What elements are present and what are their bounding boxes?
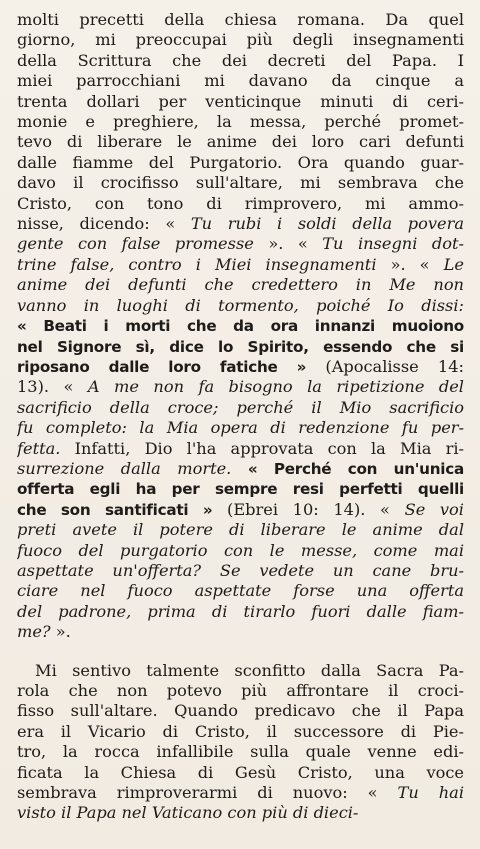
paragraph-2: [17, 661, 464, 824]
text-line: [17, 112, 464, 132]
text-line: [17, 520, 464, 540]
text-line: [17, 316, 464, 336]
text-line: [17, 214, 464, 234]
text-run: tevo di liberare le anime dei loro cari defunti: [17, 132, 464, 152]
text-line: [17, 10, 464, 30]
text-line: [17, 71, 464, 91]
text-line: [17, 661, 464, 681]
italic-text: Tu insegni dot-: [322, 234, 464, 254]
text-run: Infatti, Dio l'ha approvata con la Mia ri-: [60, 438, 464, 458]
text-run: giorno, mi preoccupai più degli insegnamenti: [17, 30, 464, 50]
italic-text: trine false, contro i Miei insegnamenti: [17, 254, 377, 274]
bold-text: che son santificati »: [17, 500, 213, 519]
text-run: ».: [50, 622, 71, 642]
italic-text: gente con false promesse: [17, 234, 254, 254]
text-run: ficata la Chiesa di Gesù Cristo, una voce: [17, 762, 464, 782]
text-line: [17, 296, 464, 316]
text-line: [17, 30, 464, 50]
text-line: [17, 418, 464, 438]
bold-text: riposano dalle loro fatiche »: [17, 357, 307, 376]
text-run: sembrava rimproverarmi di nuovo: «: [17, 783, 398, 803]
text-run: molti precetti della chiesa romana. Da quel: [17, 10, 464, 29]
text-line: [17, 500, 464, 520]
text-line: [17, 275, 464, 295]
text-run: miei parrocchiani mi davano da cinque a: [17, 71, 464, 91]
text-run: ». «: [376, 254, 444, 274]
text-run: tro, la rocca infallibile sulla quale venne edi-: [17, 742, 464, 762]
italic-text: fuoco del purgatorio con le messe, come mai: [17, 540, 464, 560]
text-run: della Scrittura che dei decreti del Papa. I: [17, 50, 464, 70]
text-line: [17, 153, 464, 173]
text-line: [17, 681, 464, 701]
italic-text: sacrificio della croce; perché il Mio sacrificio: [17, 397, 464, 417]
text-line: [17, 581, 464, 601]
text-run: Cristo, con tono di rimprovero, mi ammo-: [17, 193, 464, 213]
text-line: [17, 51, 464, 71]
text-line: [17, 459, 464, 479]
italic-text: fu completo: la Mia opera di redenzione fu per-: [17, 418, 464, 438]
text-line: [17, 541, 464, 561]
text-run: trenta dollari per venticinque minuti di ceri-: [17, 91, 464, 111]
italic-text: Le: [443, 254, 464, 274]
text-line: [17, 783, 464, 803]
text-line: [17, 92, 464, 112]
text-line: [17, 234, 464, 254]
text-line: [17, 132, 464, 152]
text-run: fisso sull'altare. Quando predicavo che il Papa: [17, 701, 464, 721]
text-line: [17, 763, 464, 783]
text-run: davo il crocifisso sull'altare, mi sembrava che: [17, 173, 464, 193]
italic-text: Tu rubi i soldi della povera: [190, 214, 464, 234]
paragraph-1: [17, 10, 464, 643]
bold-text: nel Signore sì, dice lo Spirito, essendo che si: [17, 337, 464, 356]
italic-text: surrezione dalla morte.: [17, 458, 232, 478]
italic-text: fetta.: [17, 438, 61, 458]
text-line: [17, 337, 464, 357]
italic-text: anime dei defunti che credettero in Me non: [17, 275, 464, 295]
text-line: [17, 439, 464, 459]
text-run: dalle fiamme del Purgatorio. Ora quando guar-: [17, 152, 464, 172]
text-line: [17, 398, 464, 418]
text-line: [17, 561, 464, 581]
text-line: [17, 803, 464, 823]
italic-text: vanno in luoghi di tormento, poiché Io dissi:: [17, 295, 464, 315]
italic-text: Tu hai: [397, 783, 464, 803]
bold-text: « Beati i morti che da ora innanzi muoiono: [17, 317, 464, 336]
bold-text: offerta egli ha per sempre resi perfetti quelli: [17, 480, 464, 499]
text-line: [17, 602, 464, 622]
text-run: (Ebrei 10: 14). «: [212, 499, 405, 519]
text-line: [17, 742, 464, 762]
text-line: [17, 255, 464, 275]
italic-text: me?: [17, 622, 51, 642]
text-run: monie e preghiere, la messa, perché promet-: [17, 112, 464, 132]
text-line: [17, 722, 464, 742]
italic-text: A me non fa bisogno la ripetizione del: [87, 377, 464, 397]
text-line: [17, 622, 464, 642]
text-line: [17, 701, 464, 721]
text-run: Mi sentivo talmente sconfitto dalla Sacra Pa-: [35, 660, 464, 680]
text-line: [17, 377, 464, 397]
text-line: [17, 357, 464, 377]
bold-text: « Perché con un'unica: [247, 459, 464, 478]
text-run: rola che non potevo più affrontare il croci-: [17, 681, 464, 700]
italic-text: ciare nel fuoco aspettate forse una offerta: [17, 581, 464, 601]
italic-text: aspettate un'offerta? Se vedete un cane bru-: [17, 560, 464, 580]
text-run: ». «: [253, 234, 323, 254]
italic-text: Se voi: [404, 499, 464, 519]
text-run: era il Vicario di Cristo, il successore di Pie-: [17, 721, 464, 741]
text-run: [231, 459, 248, 478]
text-run: (Apocalisse 14:: [306, 356, 464, 376]
text-line: [17, 194, 464, 214]
italic-text: visto il Papa nel Vaticano con più di dieci-: [17, 803, 359, 823]
text-run: 13). «: [17, 377, 88, 397]
italic-text: del padrone, prima di tirarlo fuori dalle fiam-: [17, 601, 464, 621]
text-line: [17, 479, 464, 499]
italic-text: preti avete il potere di liberare le anime dal: [17, 520, 464, 540]
text-run: nisse, dicendo: «: [17, 214, 191, 234]
text-line: [17, 173, 464, 193]
